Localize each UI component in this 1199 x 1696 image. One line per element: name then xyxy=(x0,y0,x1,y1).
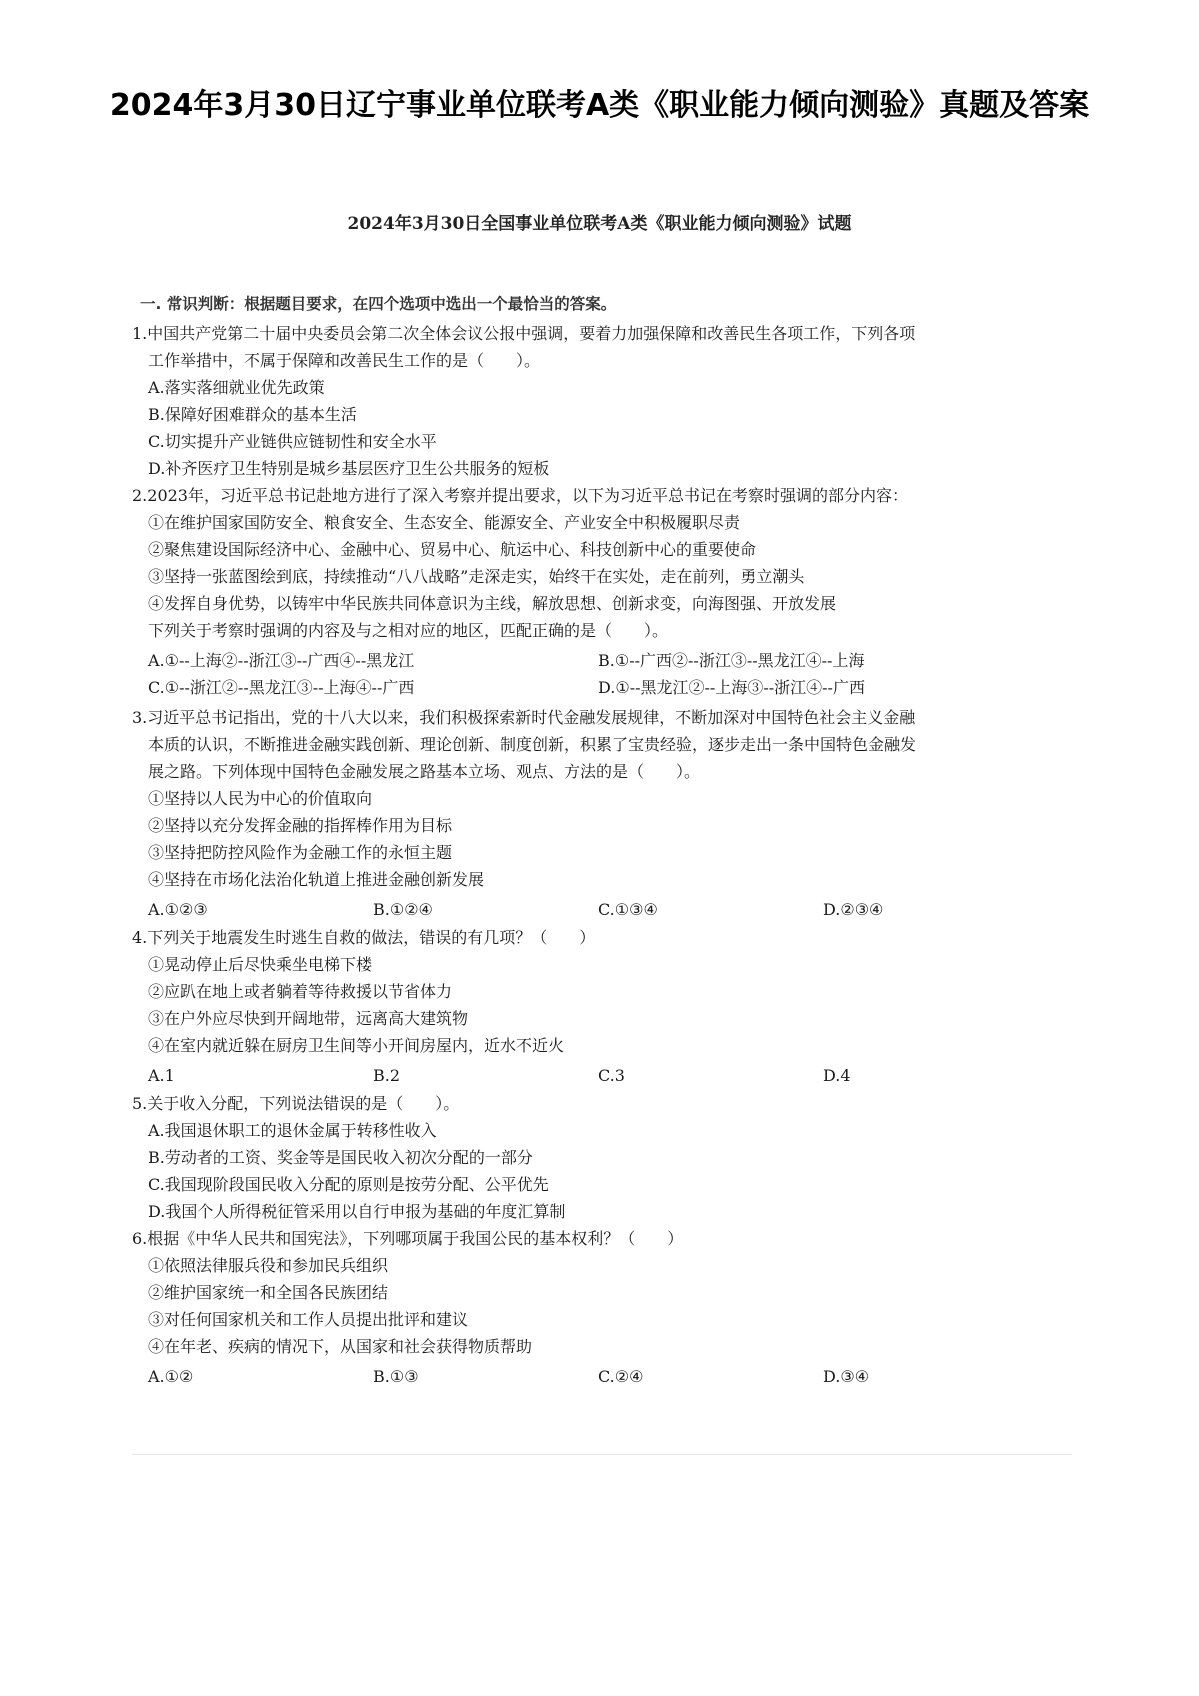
section-heading: 一. 常识判断：根据题目要求，在四个选项中选出一个最恰当的答案。 xyxy=(140,295,617,313)
stem-line: 5.关于收入分配，下列说法错误的是（ ）。 xyxy=(132,1094,460,1113)
option-b: B.劳动者的工资、奖金等是国民收入初次分配的一部分 xyxy=(148,1148,533,1167)
question-6 xyxy=(132,1225,1072,1390)
item-list xyxy=(132,785,1072,893)
option-b: B.①③ xyxy=(373,1367,419,1386)
option-b: B.保障好困难群众的基本生活 xyxy=(148,405,357,424)
item: ②坚持以充分发挥金融的指挥棒作用为目标 xyxy=(148,816,453,835)
option-a: A.①②③ xyxy=(148,900,208,919)
option-c: C.①--浙江②--黑龙江③--上海④--广西 xyxy=(148,678,415,697)
item: ④在室内就近躲在厨房卫生间等小开间房屋内，近水不近火 xyxy=(148,1036,565,1055)
option-b: B.2 xyxy=(373,1066,401,1085)
stem-line: 工作举措中，不属于保障和改善民生工作的是（ ）。 xyxy=(148,351,541,370)
item: ①在维护国家国防安全、粮食安全、生态安全、能源安全、产业安全中积极履职尽责 xyxy=(148,513,741,532)
option-list xyxy=(132,374,1072,482)
item: ③坚持一张蓝图绘到底，持续推动“八八战略”走深走实，始终干在实处，走在前列，勇立潮头 xyxy=(148,567,805,586)
document-subtitle: 2024年3月30日全国事业单位联考A类《职业能力倾向测验》试题 xyxy=(347,214,852,234)
question-stem xyxy=(132,704,1072,785)
item-list xyxy=(132,951,1072,1059)
option-d: D.补齐医疗卫生特别是城乡基层医疗卫生公共服务的短板 xyxy=(148,459,550,478)
question-5 xyxy=(132,1090,1072,1225)
option-a: A.1 xyxy=(148,1066,175,1085)
item: ③在户外应尽快到开阔地带，远离高大建筑物 xyxy=(148,1009,469,1028)
option-a: A.①--上海②--浙江③--广西④--黑龙江 xyxy=(148,651,415,670)
option-c: C.3 xyxy=(598,1066,625,1085)
option-d: D.②③④ xyxy=(823,900,884,919)
item: ③坚持把防控风险作为金融工作的永恒主题 xyxy=(148,843,453,862)
option-c: C.我国现阶段国民收入分配的原则是按劳分配、公平优先 xyxy=(148,1175,549,1194)
question-4 xyxy=(132,924,1072,1089)
question-2 xyxy=(132,482,1072,701)
option-d: D.③④ xyxy=(823,1367,870,1386)
item: ①坚持以人民为中心的价值取向 xyxy=(148,789,373,808)
question-stem xyxy=(132,1225,1072,1252)
question-prompt: 下列关于考察时强调的内容及与之相对应的地区，匹配正确的是（ ）。 xyxy=(148,621,669,640)
option-a: A.①② xyxy=(148,1367,194,1386)
option-d: D.4 xyxy=(823,1066,851,1085)
question-3 xyxy=(132,704,1072,923)
option-row xyxy=(132,896,1072,923)
document-title: 2024年3月30日辽宁事业单位联考A类《职业能力倾向测验》真题及答案 xyxy=(109,88,1090,123)
option-row xyxy=(132,1062,1072,1089)
stem-line: 本质的认识，不断推进金融实践创新、理论创新、制度创新，积累了宝贵经验，逐步走出一条中国特色金融发 xyxy=(148,735,917,754)
item: ④在年老、疾病的情况下，从国家和社会获得物质帮助 xyxy=(148,1337,533,1356)
stem-line: 4.下列关于地震发生时逃生自救的做法，错误的有几项？（ ） xyxy=(132,928,596,947)
question-1 xyxy=(132,320,1072,482)
option-b: B.①--广西②--浙江③--黑龙江④--上海 xyxy=(598,651,865,670)
item: ①依照法律服兵役和参加民兵组织 xyxy=(148,1256,389,1275)
stem-line: 2.2023年，习近平总书记赴地方进行了深入考察并提出要求，以下为习近平总书记在考察时强调的部分内容： xyxy=(132,486,908,505)
item: ①晃动停止后尽快乘坐电梯下楼 xyxy=(148,955,373,974)
option-c: C.①③④ xyxy=(598,900,658,919)
option-c: C.②④ xyxy=(598,1367,644,1386)
question-stem xyxy=(132,1090,1072,1117)
item-list xyxy=(132,1252,1072,1360)
item: ②应趴在地上或者躺着等待救援以节省体力 xyxy=(148,982,453,1001)
page-divider xyxy=(132,1454,1072,1455)
item: ④坚持在市场化法治化轨道上推进金融创新发展 xyxy=(148,870,485,889)
option-list xyxy=(132,1117,1072,1225)
option-grid xyxy=(132,647,1072,701)
option-b: B.①②④ xyxy=(373,900,433,919)
option-c: C.切实提升产业链供应链韧性和安全水平 xyxy=(148,432,437,451)
item: ④发挥自身优势，以铸牢中华民族共同体意识为主线，解放思想、创新求变，向海图强、开放发展 xyxy=(148,594,837,613)
item: ②聚焦建设国际经济中心、金融中心、贸易中心、航运中心、科技创新中心的重要使命 xyxy=(148,540,757,559)
option-d: D.我国个人所得税征管采用以自行申报为基础的年度汇算制 xyxy=(148,1202,566,1221)
item: ②维护国家统一和全国各民族团结 xyxy=(148,1283,389,1302)
stem-line: 1.中国共产党第二十届中央委员会第二次全体会议公报中强调，要着力加强保障和改善民生各项工作，下列各项 xyxy=(132,324,916,343)
item: ③对任何国家机关和工作人员提出批评和建议 xyxy=(148,1310,469,1329)
option-a: A.落实落细就业优先政策 xyxy=(148,378,325,397)
exam-content xyxy=(132,292,1072,1391)
item-list xyxy=(132,509,1072,644)
question-stem xyxy=(132,924,1072,951)
question-stem xyxy=(132,482,1072,509)
question-stem xyxy=(132,320,1072,374)
stem-line: 展之路。下列体现中国特色金融发展之路基本立场、观点、方法的是（ ）。 xyxy=(148,762,701,781)
stem-line: 3.习近平总书记指出，党的十八大以来，我们积极探索新时代金融发展规律，不断加深对中国特色社会主义金融 xyxy=(132,708,916,727)
stem-line: 6.根据《中华人民共和国宪法》，下列哪项属于我国公民的基本权利？（ ） xyxy=(132,1229,684,1248)
option-d: D.①--黑龙江②--上海③--浙江④--广西 xyxy=(598,678,865,697)
option-row xyxy=(132,1363,1072,1390)
option-a: A.我国退休职工的退休金属于转移性收入 xyxy=(148,1121,437,1140)
